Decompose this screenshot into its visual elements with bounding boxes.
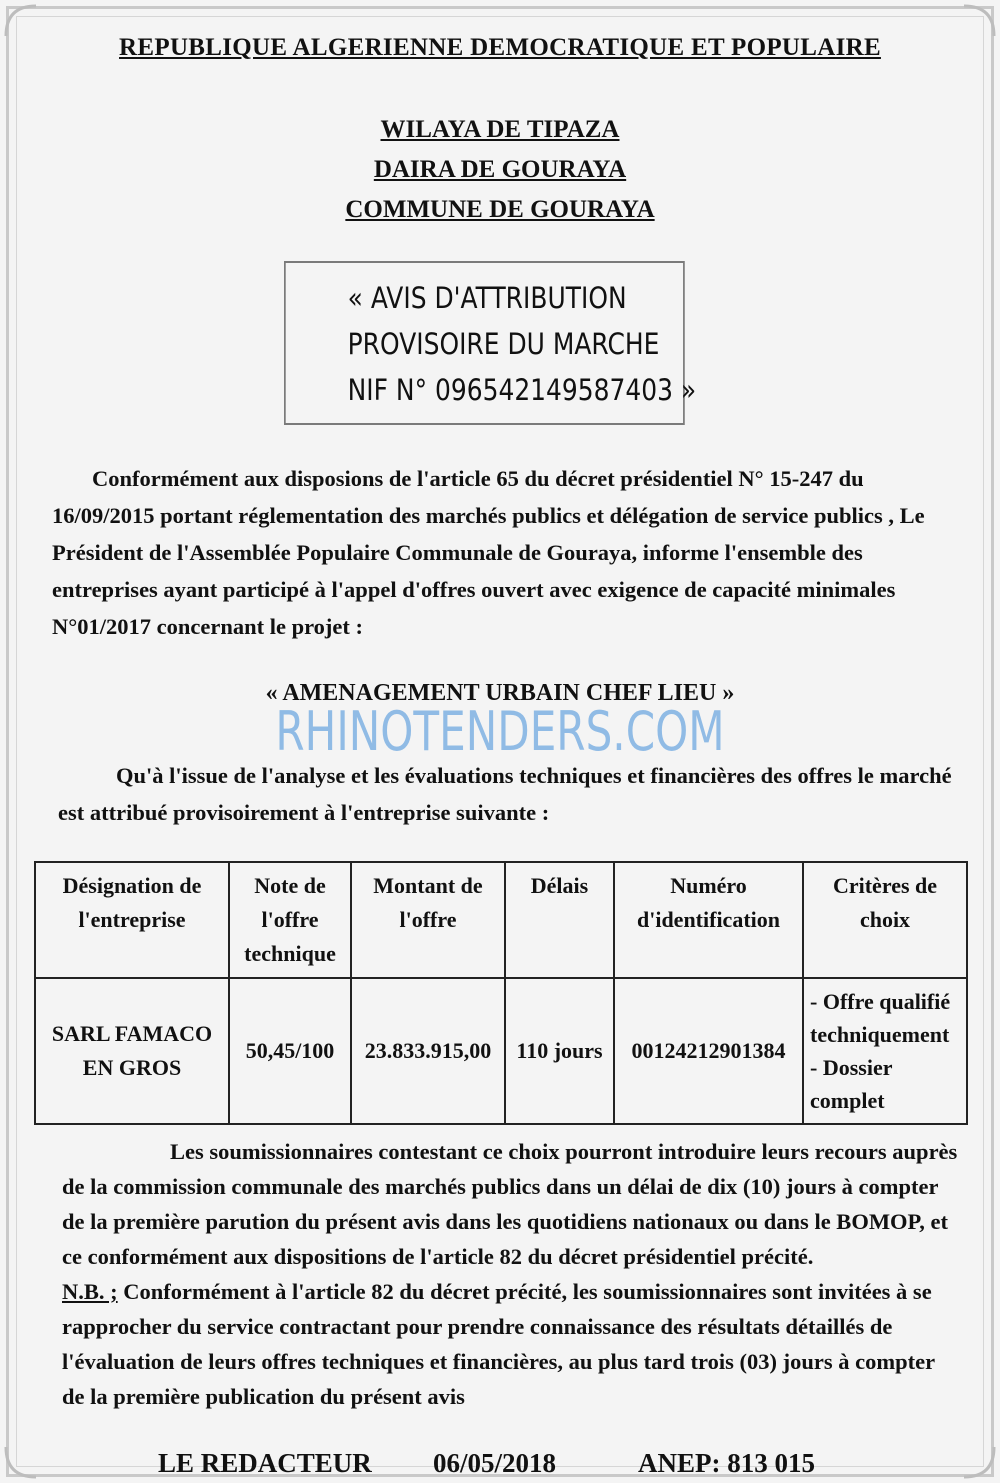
recourse-paragraph xyxy=(62,1134,962,1274)
column-header: Désignation de l'entreprise xyxy=(35,862,229,978)
delay-cell: 110 jours xyxy=(505,978,614,1124)
column-header: Montant de l'offre xyxy=(351,862,505,978)
table-row xyxy=(35,978,967,1124)
administration-block xyxy=(0,110,1000,230)
column-header: Délais xyxy=(505,862,614,978)
corner-ornament-icon xyxy=(962,1445,996,1479)
project-title: « AMENAGEMENT URBAIN CHEF LIEU » xyxy=(265,680,735,706)
nb-label: N.B. ; xyxy=(62,1279,118,1304)
publication-footer xyxy=(158,1448,958,1479)
criteria-cell xyxy=(803,978,967,1124)
corner-ornament-icon xyxy=(4,4,38,38)
watermark: RHINOTENDERS.COM xyxy=(275,700,725,763)
commune-line: COMMUNE DE GOURAYA xyxy=(345,196,655,223)
criteria-item: - Dossier complet xyxy=(810,1055,893,1113)
anep-reference: ANEP: 813 015 xyxy=(638,1448,815,1478)
attribution-table xyxy=(34,861,968,1125)
corner-ornament-icon xyxy=(4,1445,38,1479)
company-cell: SARL FAMACO EN GROS xyxy=(35,978,229,1124)
corner-ornament-icon xyxy=(962,4,996,38)
column-header: Numéro d'identification xyxy=(614,862,803,978)
publication-date: 06/05/2018 xyxy=(433,1448,557,1478)
notice-title-line-1: « AVIS D'ATTRIBUTION xyxy=(347,281,627,315)
notice-title-box xyxy=(284,261,697,425)
column-header: Note de l'offre technique xyxy=(229,862,351,978)
recourse-text: Les soumissionnaires contestant ce choix pourront introduire leurs recours auprès de la commission communale des marchés publics dans un délai de dix (10) jours à compter de la première parution du présent avis dans les quotidiens nationaux ou dans le BOMOP, et ce conformément aux dispositions de l'article 82 du décret présidentiel précité. xyxy=(62,1139,958,1269)
note-cell: 50,45/100 xyxy=(229,978,351,1124)
result-paragraph xyxy=(58,757,958,831)
id-number-cell: 00124212901384 xyxy=(614,978,803,1124)
wilaya-line: WILAYA DE TIPAZA xyxy=(380,116,620,143)
table-header-row xyxy=(35,862,967,978)
daira-line: DAIRA DE GOURAYA xyxy=(373,156,627,183)
publication-name: LE REDACTEUR xyxy=(158,1448,372,1478)
result-text: Qu'à l'issue de l'analyse et les évaluations techniques et financières des offres le marché est attribué provisoirement à l'entreprise suivante : xyxy=(58,763,952,825)
criteria-item: - Offre qualifié techniquement xyxy=(810,989,951,1047)
nb-paragraph xyxy=(62,1274,962,1414)
column-header: Critères de choix xyxy=(803,862,967,978)
country-heading: REPUBLIQUE ALGERIENNE DEMOCRATIQUE ET POPULAIRE xyxy=(119,34,881,61)
notice-title-line-3: NIF N° 096542149587403 » xyxy=(347,373,697,407)
intro-paragraph xyxy=(52,460,952,645)
recourse-section xyxy=(62,1134,962,1414)
amount-cell: 23.833.915,00 xyxy=(351,978,505,1124)
intro-text: Conformément aux disposions de l'article 65 du décret présidentiel N° 15-247 du 16/09/2015 portant réglementation des marchés publics et délégation de service publics , Le Président de l'Assemblée Populaire Communale de Gouraya, informe l'ensemble des entreprises ayant participé à l'appel d'offres ouvert avec exigence de capacité minimales N°01/2017 concernant le projet : xyxy=(52,466,925,639)
notice-title-line-2: PROVISOIRE DU MARCHE xyxy=(347,327,660,361)
nb-text: Conformément à l'article 82 du décret précité, les soumissionnaires sont invitées à se rapprocher du service contractant pour prendre connaissance des résultats détaillés de l'évaluation de leurs offres techniques et financières, au plus tard trois (03) jours à compter de la première publication du présent avis xyxy=(62,1279,935,1409)
